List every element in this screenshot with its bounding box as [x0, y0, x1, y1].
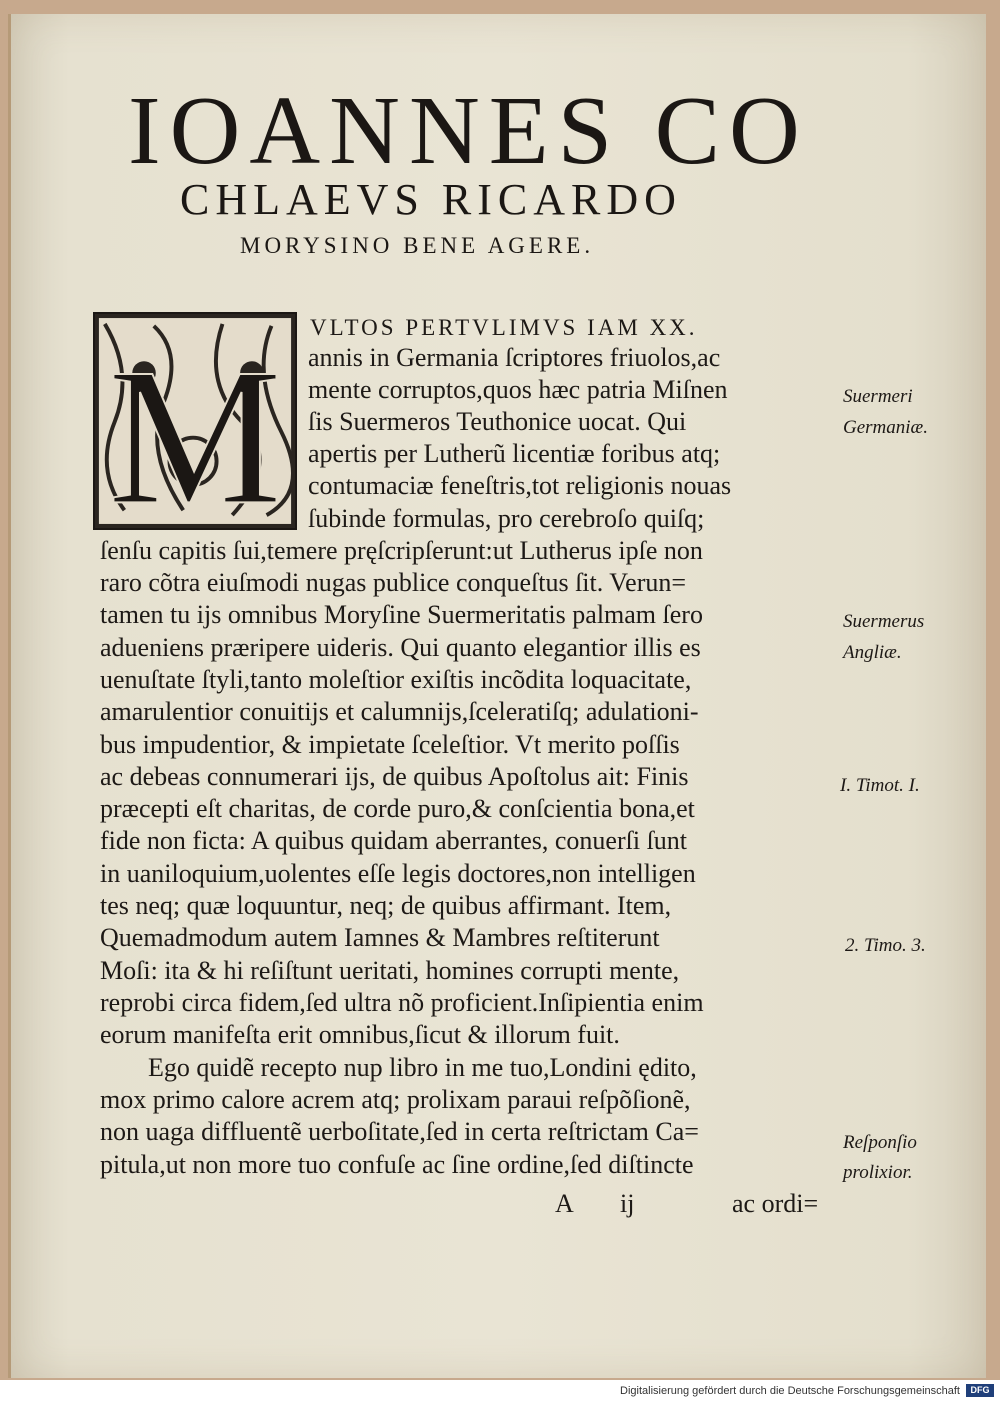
text-line: tes neq; quæ loquuntur, neq; de quibus affirmant. Item,	[100, 891, 672, 920]
text-line: adueniens præripere uideris. Qui quanto elegantior illis es	[100, 633, 701, 662]
leaf-number: ij	[620, 1189, 635, 1218]
catchword: ac ordi=	[732, 1189, 819, 1218]
text-line: bus impudentior, & impietate ſceleſtior. Vt merito poſſis	[100, 730, 680, 759]
marginal-note: 2. Timo. 3.	[845, 935, 926, 956]
footer-bar	[0, 1380, 1000, 1402]
text-line: ſis Suermeros Teuthonice uocat. Qui	[308, 407, 687, 436]
text-line: uenuſtate ſtyli,tanto moleſtior exiſtis incõdita loquacitate,	[100, 665, 692, 694]
text-line: tamen tu ijs omnibus Moryſine Suermeritatis palmam ſero	[100, 600, 703, 629]
text-line: raro cõtra eiuſmodi nugas publice conqueſtus ſit. Verun=	[100, 568, 687, 597]
text-line: contumaciæ feneſtris,tot religionis nouas	[308, 471, 732, 500]
text-line: reprobi circa fidem,ſed ultra nõ proficient.Inſipientia enim	[100, 988, 704, 1017]
marginal-note: Suermerus	[843, 611, 925, 632]
text-line: fide non ficta: A quibus quidam aberrantes, conuerſi ſunt	[100, 826, 688, 855]
title-line-1: IOANNES CO	[128, 77, 809, 185]
text-line: pitula,ut non more tuo confuſe ac ſine ordine,ſed diſtincte	[100, 1150, 694, 1179]
text-line: Quemadmodum autem Iamnes & Mambres reſtiterunt	[100, 923, 660, 952]
text-line: præcepti eſt charitas, de corde puro,& conſcientia bona,et	[100, 794, 695, 823]
decorated-initial	[93, 312, 297, 530]
marginal-note: Reſponſio	[843, 1132, 917, 1153]
text-line: annis in Germania ſcriptores friuolos,ac	[308, 343, 721, 372]
marginal-note: Suermeri	[843, 386, 913, 407]
text-line: in uaniloquium,uolentes eſſe legis doctores,non intelligen	[100, 859, 696, 888]
text-line: VLTOS PERTVLIMVS IAM XX.	[310, 315, 698, 340]
marginal-note: Germaniæ.	[843, 417, 928, 438]
initial-ornament	[95, 314, 295, 528]
marginal-note: prolixior.	[843, 1162, 913, 1183]
signature-mark: A	[555, 1189, 574, 1218]
initial-letter: M	[107, 328, 283, 528]
text-line: Ego quidẽ recepto nup libro in me tuo,Londini ędito,	[148, 1053, 697, 1082]
text-line: amarulentior conuitijs et calumnijs,ſceleratiſq; adulationi-	[100, 697, 699, 726]
dfg-logo[interactable]: DFG	[966, 1384, 994, 1397]
text-line: ſenſu capitis ſui,temere pręſcripſerunt:ut Lutherus ipſe non	[100, 536, 703, 565]
text-line: non uaga diffluentẽ uerboſitate,ſed in certa reſtrictam Ca=	[100, 1117, 699, 1146]
text-line: Moſi: ita & hi reſiſtunt ueritati, homines corrupti mente,	[100, 956, 680, 985]
marginal-note: Angliæ.	[843, 642, 902, 663]
text-line: mente corruptos,quos hæc patria Miſnen	[308, 375, 728, 404]
text-line: apertis per Lutherũ licentiæ foribus atq;	[308, 439, 721, 468]
funding-notice: Digitalisierung gefördert durch die Deutsche Forschungsgemeinschaft	[620, 1385, 960, 1397]
text-line: ſubinde formulas, pro cerebroſo quiſq;	[308, 504, 705, 533]
text-line: ac debeas connumerari ijs, de quibus Apoſtolus ait: Finis	[100, 762, 689, 791]
text-line: mox primo calore acrem atq; prolixam paraui reſpõſionẽ,	[100, 1085, 691, 1114]
title-line-3: MORYSINO BENE AGERE.	[240, 233, 595, 258]
marginal-note: I. Timot. I.	[840, 775, 920, 796]
title-line-2: CHLAEVS RICARDO	[180, 175, 682, 224]
text-line: eorum manifeſta erit omnibus,ſicut & illorum fuit.	[100, 1020, 620, 1049]
